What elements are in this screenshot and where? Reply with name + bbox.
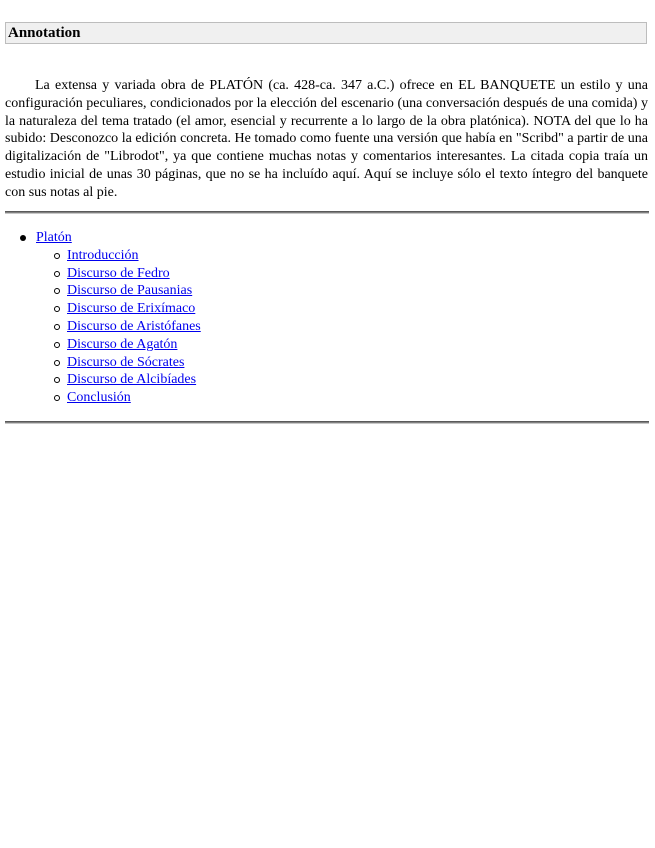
circle-bullet-icon — [54, 324, 60, 330]
toc-link-aristofanes[interactable]: Discurso de Aristófanes — [67, 318, 201, 334]
toc-link-introduccion[interactable]: Introducción — [67, 247, 139, 263]
annotation-text: La extensa y variada obra de PLATÓN (ca. 428-ca. 347 a.C.) ofrece en EL BANQUETE un estilo y una configuración peculiares, condicionados por la elección del escenario (una conversación después de una comida) y la naturaleza del tema tratado (el amor, esencial y recurrente a lo largo de la obra platónica). NOTA del que lo ha subido: Desconozco la edición concreta. He tomado como fuente una versión que había en "Scribd" a partir de una digitalización de "Librodot", ya que contiene muchas notas y comentarios interesantes. La citada copia traía un estudio inicial de unas 30 páginas, que no se ha incluído aquí. Aquí se incluye sólo el texto íntegro del banquete con sus notas al pie. — [5, 78, 648, 200]
table-of-contents — [5, 229, 201, 407]
circle-bullet-icon — [54, 342, 60, 348]
disc-bullet-icon — [20, 235, 26, 241]
toc-link-fedro[interactable]: Discurso de Fedro — [67, 265, 170, 281]
circle-bullet-icon — [54, 377, 60, 383]
circle-bullet-icon — [54, 288, 60, 294]
toc-item — [36, 336, 201, 354]
toc-item — [36, 371, 201, 389]
toc-link-platon[interactable]: Platón — [36, 230, 72, 245]
circle-bullet-icon — [54, 271, 60, 277]
horizontal-rule-bottom — [5, 421, 649, 424]
toc-item — [36, 389, 201, 407]
circle-bullet-icon — [54, 253, 60, 259]
toc-item — [36, 265, 201, 283]
toc-link-eriximaco[interactable]: Discurso de Erixímaco — [67, 301, 196, 317]
toc-item — [36, 354, 201, 372]
annotation-heading: Annotation — [5, 22, 647, 44]
toc-item — [36, 282, 201, 300]
circle-bullet-icon — [54, 395, 60, 401]
toc-link-alcibiades[interactable]: Discurso de Alcibíades — [67, 372, 197, 388]
toc-item — [36, 300, 201, 318]
horizontal-rule-top — [5, 211, 649, 214]
circle-bullet-icon — [54, 306, 60, 312]
toc-sublist — [36, 247, 201, 407]
toc-link-agaton[interactable]: Discurso de Agatón — [67, 336, 178, 352]
circle-bullet-icon — [54, 360, 60, 366]
toc-link-conclusion[interactable]: Conclusión — [67, 390, 131, 406]
toc-item-platon — [5, 229, 201, 407]
toc-item — [36, 247, 201, 265]
toc-item — [36, 318, 201, 336]
toc-link-pausanias[interactable]: Discurso de Pausanias — [67, 283, 193, 299]
toc-link-socrates[interactable]: Discurso de Sócrates — [67, 354, 185, 370]
